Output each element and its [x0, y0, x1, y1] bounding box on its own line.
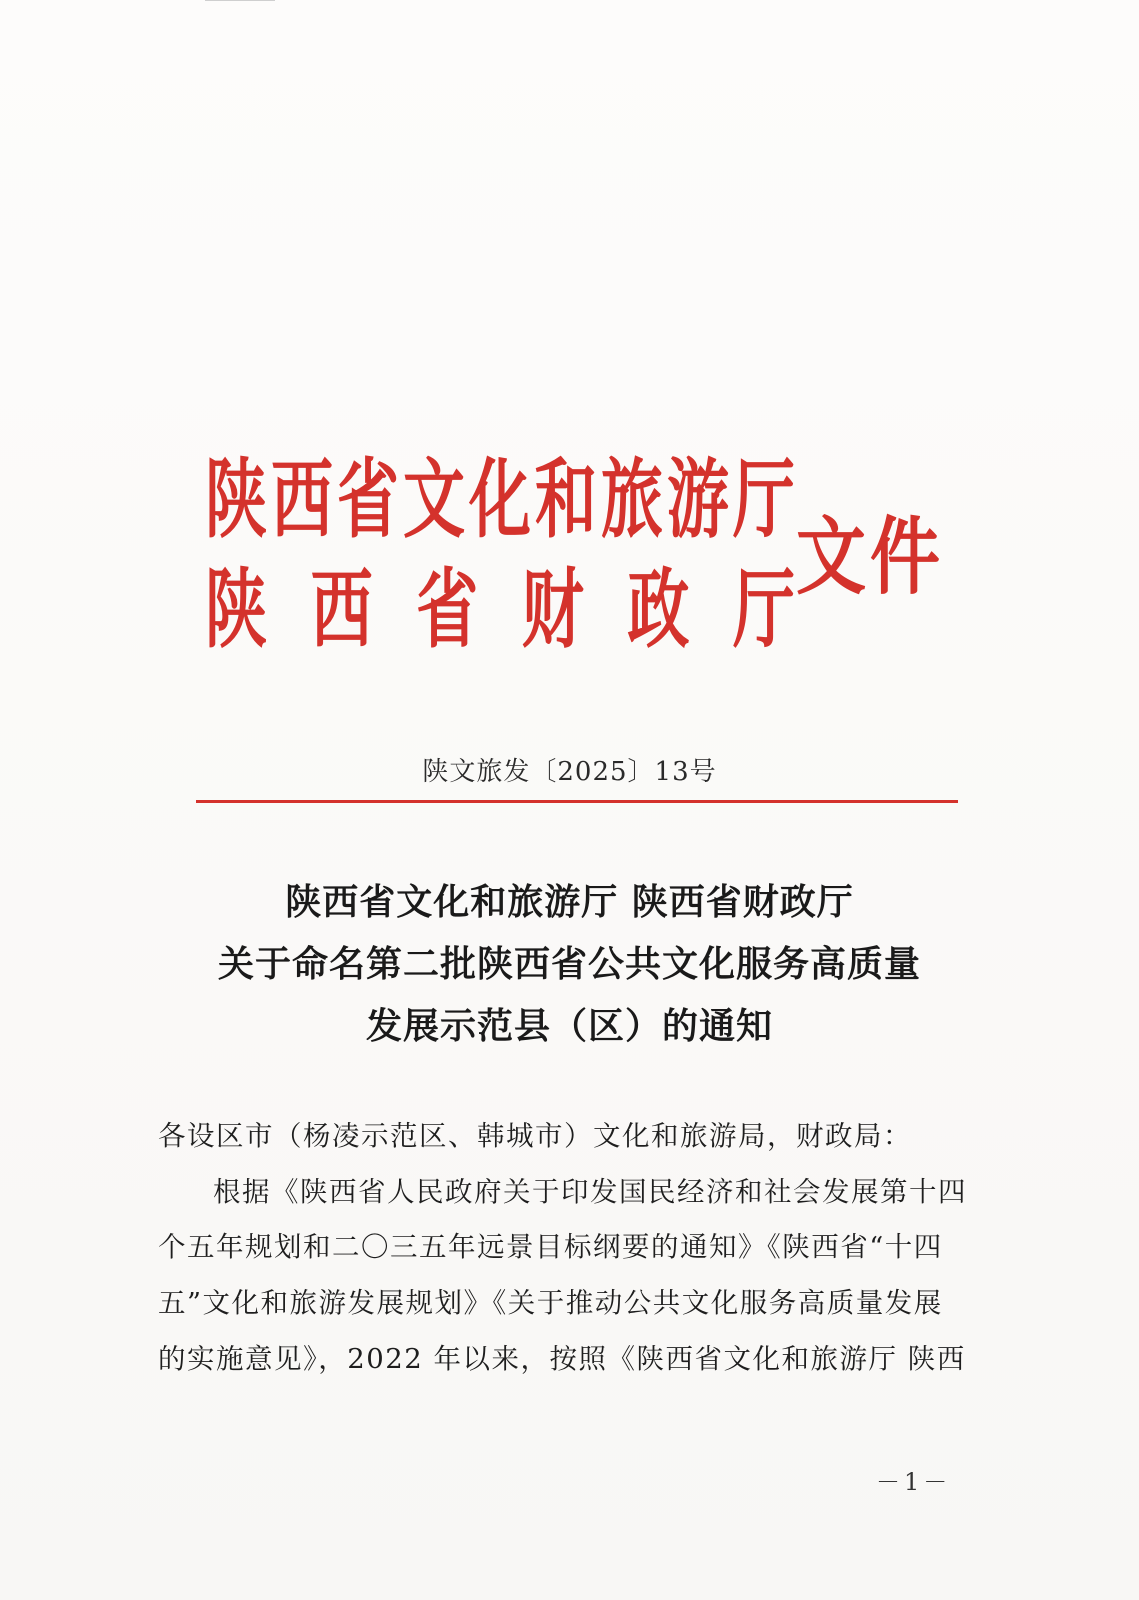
issuer-char: 旅 [600, 448, 663, 550]
issuer-line-finance [205, 541, 795, 679]
scan-edge-mark [205, 0, 275, 11]
issuer-char: 财 [521, 558, 584, 660]
title-line-2: 关于命名第二批陕西省公共文化服务高质量 [217, 944, 921, 985]
issuer-char: 政 [627, 558, 690, 660]
red-divider [196, 800, 958, 803]
issuer-char: 西 [310, 558, 373, 660]
body-line: 的实施意见》，2022 年以来，按照《陕西省文化和旅游厅 陕西 [158, 1343, 966, 1375]
document-type-label: 文件 [796, 506, 944, 607]
issuer-char: 西 [270, 448, 333, 550]
title-line-3: 发展示范县（区）的通知 [365, 1006, 773, 1047]
issuer-char: 省 [336, 448, 399, 550]
body-line: 五”文化和旅游发展规划》《关于推动公共文化服务高质量发展 [158, 1287, 943, 1319]
issuer-char: 陕 [205, 558, 268, 660]
body-line: 个五年规划和二〇三五年远景目标纲要的通知》《陕西省“十四 [158, 1231, 943, 1263]
salutation: 各设区市（杨凌示范区、韩城市）文化和旅游局，财政局： [158, 1120, 912, 1152]
body-line: 根据《陕西省人民政府关于印发国民经济和社会发展第十四 [213, 1176, 967, 1208]
issuer-char: 文 [402, 448, 465, 550]
title-line-1: 陕西省文化和旅游厅 陕西省财政厅 [285, 882, 854, 923]
issuer-char: 和 [534, 448, 597, 550]
issuer-char: 省 [416, 558, 479, 660]
issuer-char: 化 [468, 448, 531, 550]
issuer-char: 厅 [732, 558, 795, 660]
page-number: －1－ [876, 1468, 952, 1496]
issuer-char: 游 [666, 448, 729, 550]
issuer-char: 陕 [205, 448, 268, 550]
document-number: 陕文旅发〔2025〕13号 [422, 757, 717, 787]
issuer-char: 厅 [732, 448, 795, 550]
